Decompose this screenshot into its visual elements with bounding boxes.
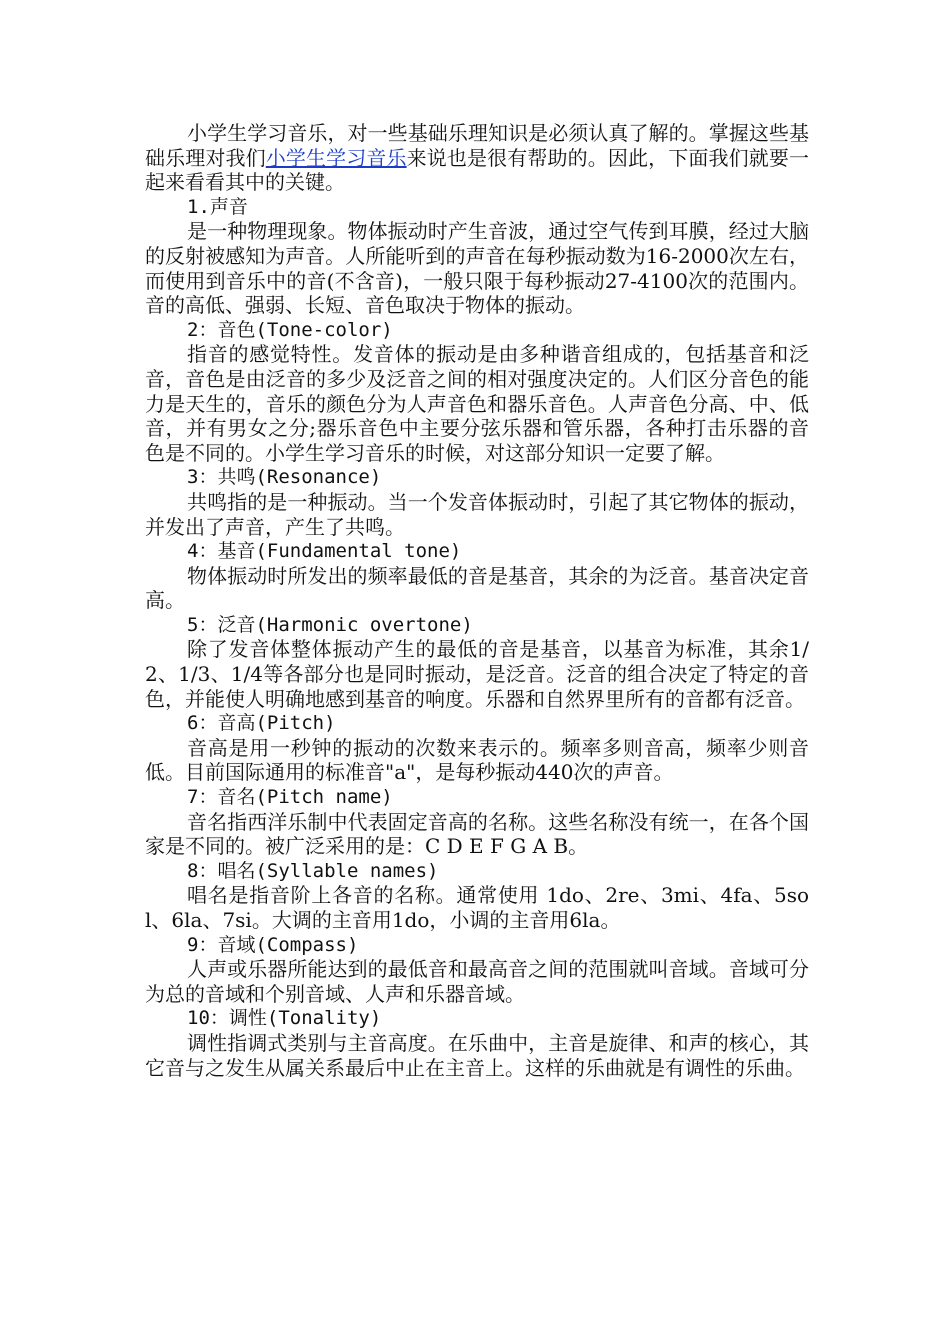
- section-heading-sound: 1.声音: [187, 195, 248, 218]
- section-heading-syllable-names: 8：唱名(Syllable names): [187, 859, 439, 882]
- section-body-fundamental-tone: 物体振动时所发出的频率最低的音是基音，其余的为泛音。基音决定音高。: [145, 563, 809, 613]
- section-heading-compass: 9：音域(Compass): [187, 933, 359, 956]
- section-heading-tone-color: 2：音色(Tone-color): [187, 318, 393, 341]
- section-body-tone-color: 指音的感觉特性。发音体的振动是由多种谐音组成的，包括基音和泛音，音色是由泛音的多少及泛音之间的相对强度决定的。人们区分音色的能力是天生的，音乐的颜色分为人声音色和器乐音色。人声音色分高、中、低音，并有男女之分;器乐音色中主要分弦乐器和管乐器，各种打击乐器的音色是不同的。小学生学习音乐的时候，对这部分知识一定要了解。: [145, 342, 809, 465]
- section-heading-resonance: 3：共鸣(Resonance): [187, 466, 382, 489]
- section-body-syllable-names: 唱名是指音阶上各音的名称。通常使用 1do、2re、3mi、4fa、5sol、6la、7si。大调的主音用1do，小调的主音用6la。: [145, 883, 809, 932]
- music-learning-link[interactable]: 小学生学习音乐: [265, 145, 407, 170]
- section-heading-harmonic-overtone: 5：泛音(Harmonic overtone): [187, 613, 473, 636]
- section-body-harmonic-overtone: 除了发音体整体振动产生的最低的音是基音，以基音为标准，其余1/2、1/3、1/4等各部分也是同时振动，是泛音。泛音的组合决定了特定的音色，并能使人明确地感到基音的响度。乐器和自然界里所有的音都有泛音。: [145, 637, 809, 711]
- section-heading-tonality: 10：调性(Tonality): [187, 1007, 382, 1030]
- intro-text-before-link: 小学生学习音乐，对一些基础乐理知识是必须认真了解的。掌握这些基础乐理对我们: [145, 121, 809, 170]
- section-body-resonance: 共鸣指的是一种振动。当一个发音体振动时，引起了其它物体的振动，并发出了声音，产生了共鸣。: [145, 489, 809, 539]
- intro-text-after-link: 来说也是很有帮助的。因此，下面我们就要一起来看看其中的关键。: [145, 145, 809, 195]
- section-heading-pitch: 6：音高(Pitch): [187, 712, 336, 735]
- section-body-tonality: 调性指调式类别与主音高度。在乐曲中，主音是旋律、和声的核心，其它音与之发生从属关系最后中止在主音上。这样的乐曲就是有调性的乐曲。: [145, 1030, 809, 1080]
- section-heading-pitch-name: 7：音名(Pitch name): [187, 786, 393, 809]
- intro-paragraph: [145, 121, 809, 195]
- section-body-pitch-name: 音名指西洋乐制中代表固定音高的名称。这些名称没有统一，在各个国家是不同的。被广泛采用的是：C D E F G A B。: [145, 809, 809, 859]
- section-body-compass: 人声或乐器所能达到的最低音和最高音之间的范围就叫音域。音域可分为总的音域和个别音域、人声和乐器音域。: [145, 957, 809, 1006]
- section-body-pitch: 音高是用一秒钟的振动的次数来表示的。频率多则音高，频率少则音低。目前国际通用的标准音"a"，是每秒振动440次的声音。: [145, 735, 809, 785]
- section-heading-fundamental-tone: 4：基音(Fundamental tone): [187, 540, 462, 563]
- section-body-sound: 是一种物理现象。物体振动时产生音波，通过空气传到耳膜，经过大脑的反射被感知为声音。人所能听到的声音在每秒振动数为16-2000次左右，而使用到音乐中的音(不含音)，一般只限于每秒振动27-4100次的范围内。音的高低、强弱、长短、音色取决于物体的振动。: [145, 219, 809, 318]
- document-body: [145, 121, 809, 1080]
